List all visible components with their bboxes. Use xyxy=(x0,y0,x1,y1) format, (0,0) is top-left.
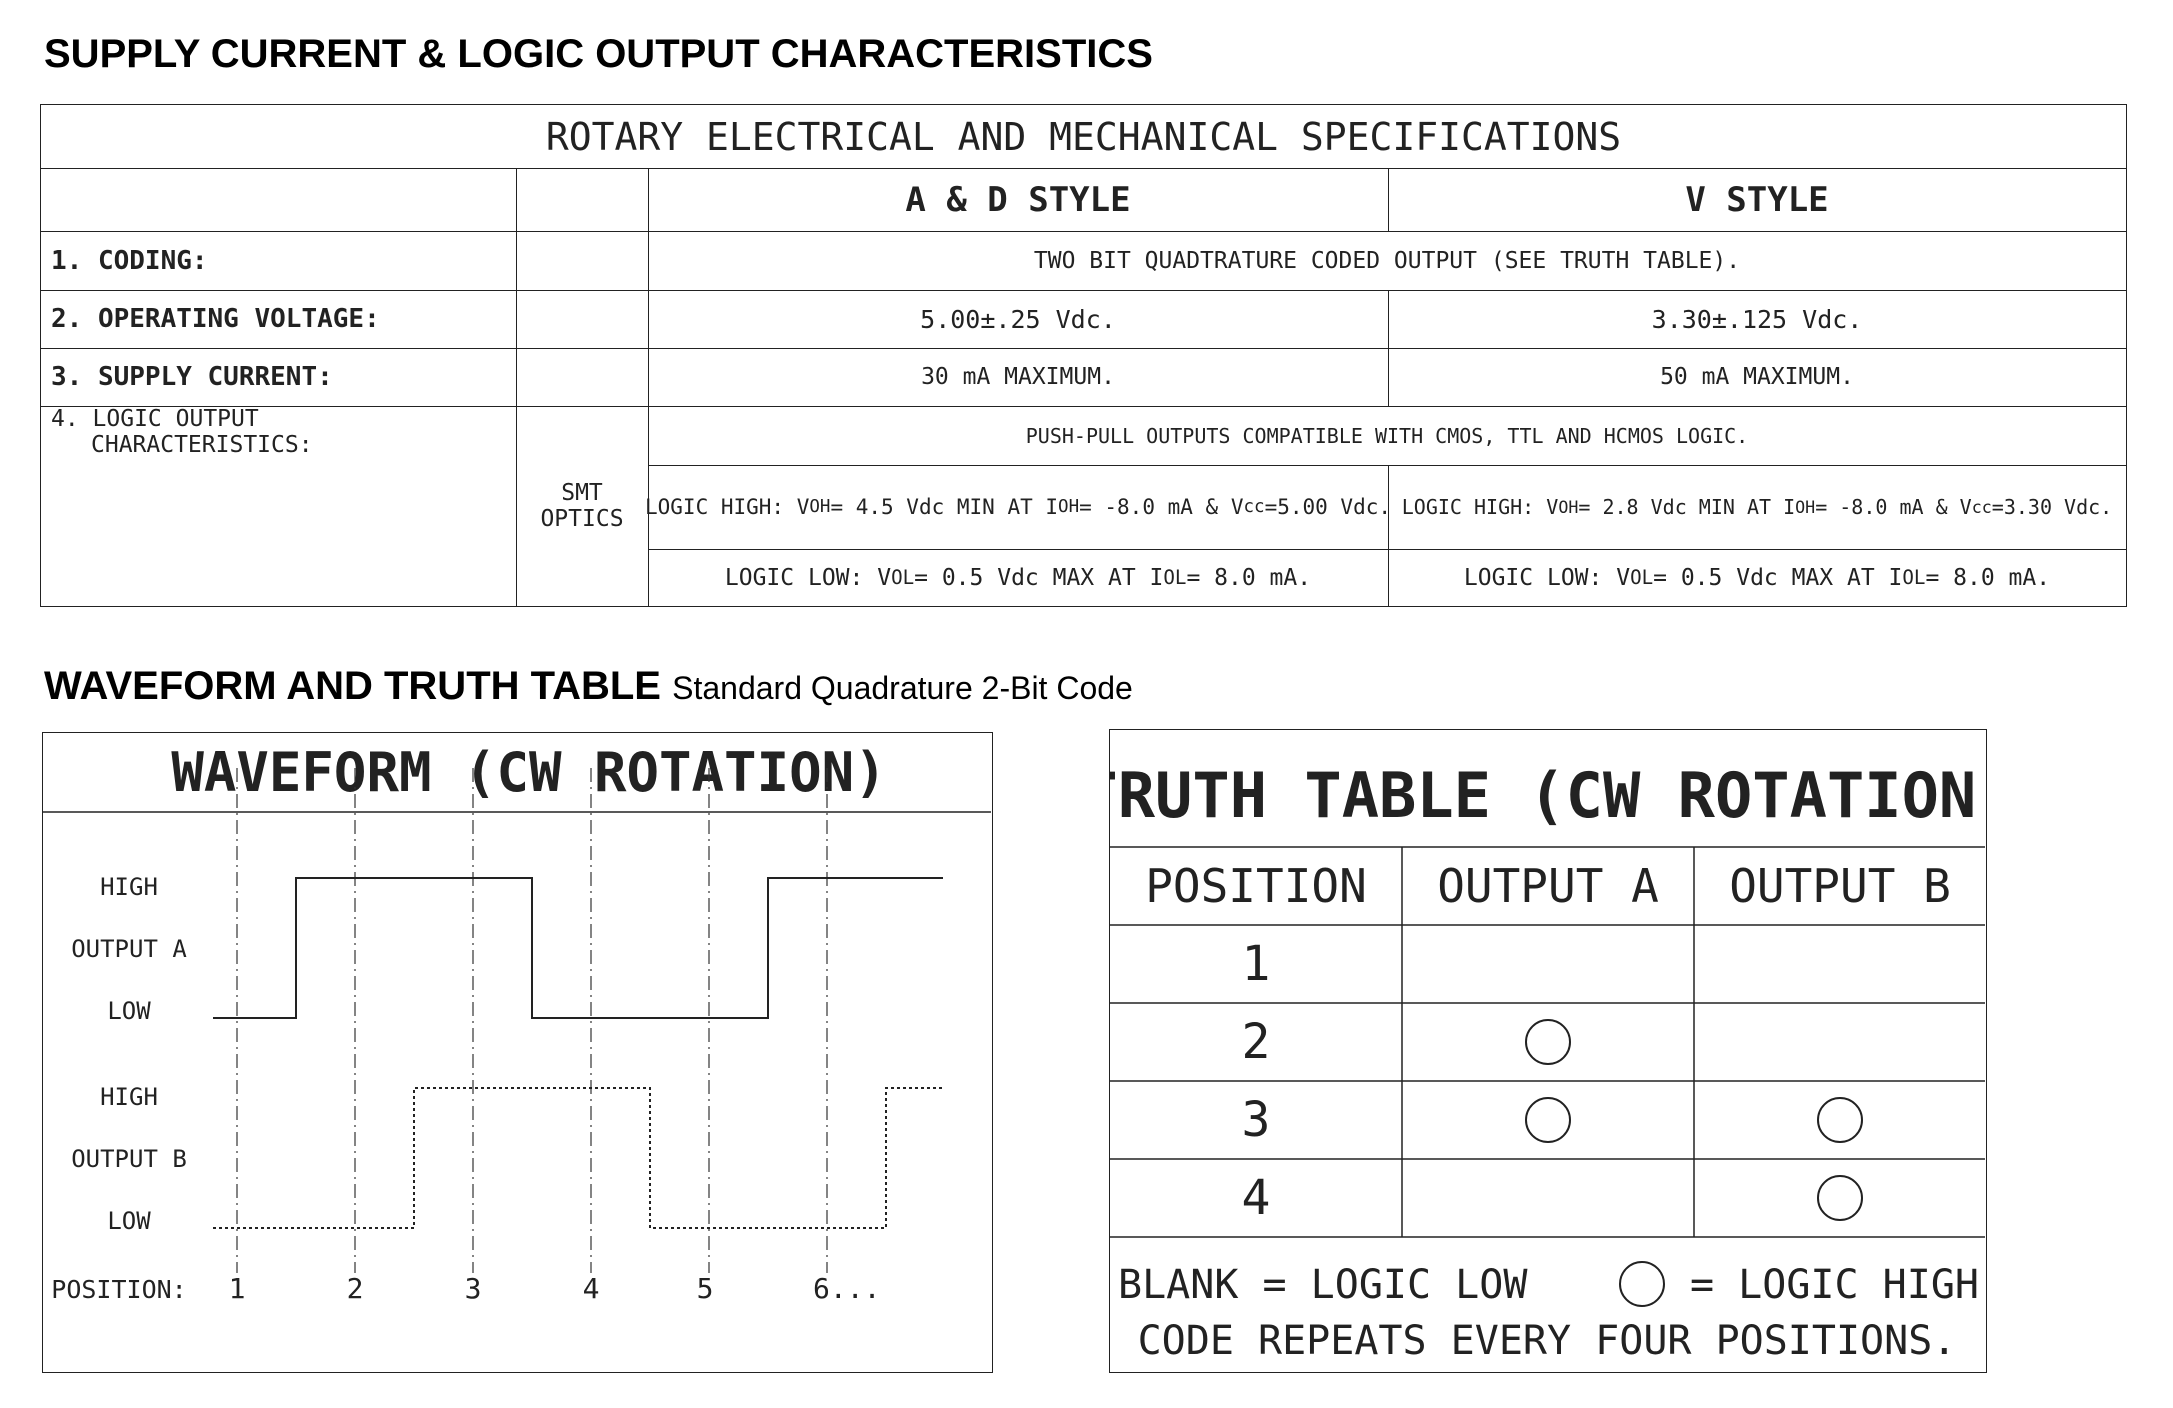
spec-table-title: ROTARY ELECTRICAL AND MECHANICAL SPECIFICATIONS xyxy=(545,114,1622,159)
logic-low-v-text: = 0.5 Vdc MAX AT I xyxy=(1653,564,1903,591)
logic-high-ad-text: LOGIC HIGH: V xyxy=(645,495,810,519)
row-label-logic-output xyxy=(41,406,516,606)
row-label-supply-current: 3. SUPPLY CURRENT: xyxy=(51,362,333,392)
legend-high: = LOGIC HIGH xyxy=(1690,1262,1979,1308)
logic-high-ad-text: = -8.0 mA & V xyxy=(1079,495,1244,519)
subscript: OL xyxy=(891,566,915,589)
truth-table-title: TRUTH TABLE (CW ROTATION) xyxy=(1110,759,1985,832)
logic-high-ad-text: =5.00 Vdc. xyxy=(1264,495,1391,519)
logic-low-ad xyxy=(648,549,1388,606)
section-heading-waveform-subtitle: Standard Quadrature 2-Bit Code xyxy=(672,670,1133,706)
subscript: OH xyxy=(1058,497,1080,517)
logic-low-v xyxy=(1388,549,2126,606)
subscript: OL xyxy=(1630,566,1654,589)
logic-high-v-text: LOGIC HIGH: V xyxy=(1401,495,1559,519)
smt-optics-line1: SMT xyxy=(561,480,603,506)
logic-high-ad xyxy=(645,465,1391,549)
output-a-name-label: OUTPUT A xyxy=(71,935,187,963)
logic-low-ad-text: = 0.5 Vdc MAX AT I xyxy=(914,564,1164,591)
logic-low-ad-text: = 8.0 mA. xyxy=(1186,564,1312,591)
subscript: OH xyxy=(1795,497,1816,517)
logic-high-circle xyxy=(1818,1176,1862,1220)
smt-optics-line2: OPTICS xyxy=(540,506,624,532)
column-header-ad-style: A & D STYLE xyxy=(905,179,1131,220)
row-label-logic-output-line2: CHARACTERISTICS: xyxy=(91,432,313,458)
row-label-logic-output-line1: 4. LOGIC OUTPUT xyxy=(51,406,259,432)
output-b-low-label: LOW xyxy=(107,1207,151,1235)
logic-high-v xyxy=(1388,465,2126,549)
position-label: POSITION: xyxy=(51,1275,187,1304)
position-tick-label: 1 xyxy=(228,1272,246,1305)
logic-high-v-text: = 2.8 Vdc MIN AT I xyxy=(1578,495,1796,519)
position-tick-labels xyxy=(229,1272,881,1305)
output-b-waveform xyxy=(213,1088,943,1228)
waveform-diagram xyxy=(43,733,991,1371)
position-tick-label: 6... xyxy=(813,1272,881,1305)
legend-high-circle xyxy=(1620,1262,1664,1306)
header-output-a: OUTPUT A xyxy=(1437,859,1659,913)
truth-table xyxy=(1110,730,1985,1371)
logic-low-ad-text: LOGIC LOW: V xyxy=(724,564,892,591)
output-a-high-label: HIGH xyxy=(100,873,158,901)
logic-low-v-text: LOGIC LOW: V xyxy=(1463,564,1631,591)
position-tick-label: 5 xyxy=(696,1272,714,1305)
logic-low-v-text: = 8.0 mA. xyxy=(1925,564,2051,591)
waveform-panel xyxy=(42,732,993,1373)
voltage-v: 3.30±.125 Vdc. xyxy=(1651,304,1863,334)
section-heading-waveform xyxy=(44,664,1133,709)
truth-table-panel xyxy=(1109,729,1987,1373)
position-tick-label: 4 xyxy=(582,1272,600,1305)
waveform-title: WAVEFORM (CW ROTATION) xyxy=(171,741,887,804)
truth-table-position: 1 xyxy=(1241,936,1271,992)
logic-high-v-text: =3.30 Vdc. xyxy=(1991,495,2113,519)
row-label-coding: 1. CODING: xyxy=(51,245,208,276)
subscript: OL xyxy=(1163,566,1187,589)
header-position: POSITION xyxy=(1145,859,1367,913)
supply-current-ad: 30 mA MAXIMUM. xyxy=(921,364,1115,390)
subscript: OH xyxy=(809,497,831,517)
row-label-voltage: 2. OPERATING VOLTAGE: xyxy=(51,304,380,334)
truth-table-position: 3 xyxy=(1241,1092,1271,1148)
logic-high-ad-text: = 4.5 Vdc MIN AT I xyxy=(830,495,1059,519)
truth-table-position: 2 xyxy=(1241,1014,1271,1070)
smt-optics-label xyxy=(516,406,648,606)
output-b-high-label: HIGH xyxy=(100,1083,158,1111)
coding-value: TWO BIT QUADTRATURE CODED OUTPUT (SEE TRUTH TABLE). xyxy=(1033,247,1741,274)
subscript: OL xyxy=(1902,566,1926,589)
position-tick-label: 3 xyxy=(464,1272,482,1305)
output-b-name-label: OUTPUT B xyxy=(71,1145,187,1173)
position-tick-label: 2 xyxy=(346,1272,364,1305)
truth-table-footer: CODE REPEATS EVERY FOUR POSITIONS. xyxy=(1137,1318,1957,1364)
legend-blank: BLANK = LOGIC LOW xyxy=(1118,1262,1528,1308)
header-output-b: OUTPUT B xyxy=(1729,859,1951,913)
section-heading-waveform-title: WAVEFORM AND TRUTH TABLE xyxy=(44,664,661,708)
push-pull-note: PUSH-PULL OUTPUTS COMPATIBLE WITH CMOS, TTL AND HCMOS LOGIC. xyxy=(1025,423,1749,448)
voltage-ad: 5.00±.25 Vdc. xyxy=(920,304,1116,334)
logic-high-circle xyxy=(1818,1098,1862,1142)
section-heading-supply: SUPPLY CURRENT & LOGIC OUTPUT CHARACTERISTICS xyxy=(44,32,1153,76)
output-a-low-label: LOW xyxy=(107,997,151,1025)
subscript: cc xyxy=(1243,497,1265,517)
truth-table-position: 4 xyxy=(1241,1170,1271,1226)
logic-high-circle xyxy=(1526,1020,1570,1064)
specifications-table xyxy=(40,104,2127,607)
logic-high-v-text: = -8.0 mA & V xyxy=(1815,495,1972,519)
subscript: cc xyxy=(1971,497,1992,517)
output-a-waveform xyxy=(213,878,943,1018)
subscript: OH xyxy=(1558,497,1579,517)
logic-high-circle xyxy=(1526,1098,1570,1142)
position-gridlines xyxy=(237,768,827,1273)
supply-current-v: 50 mA MAXIMUM. xyxy=(1660,364,1854,390)
column-header-v-style: V STYLE xyxy=(1685,179,1829,220)
